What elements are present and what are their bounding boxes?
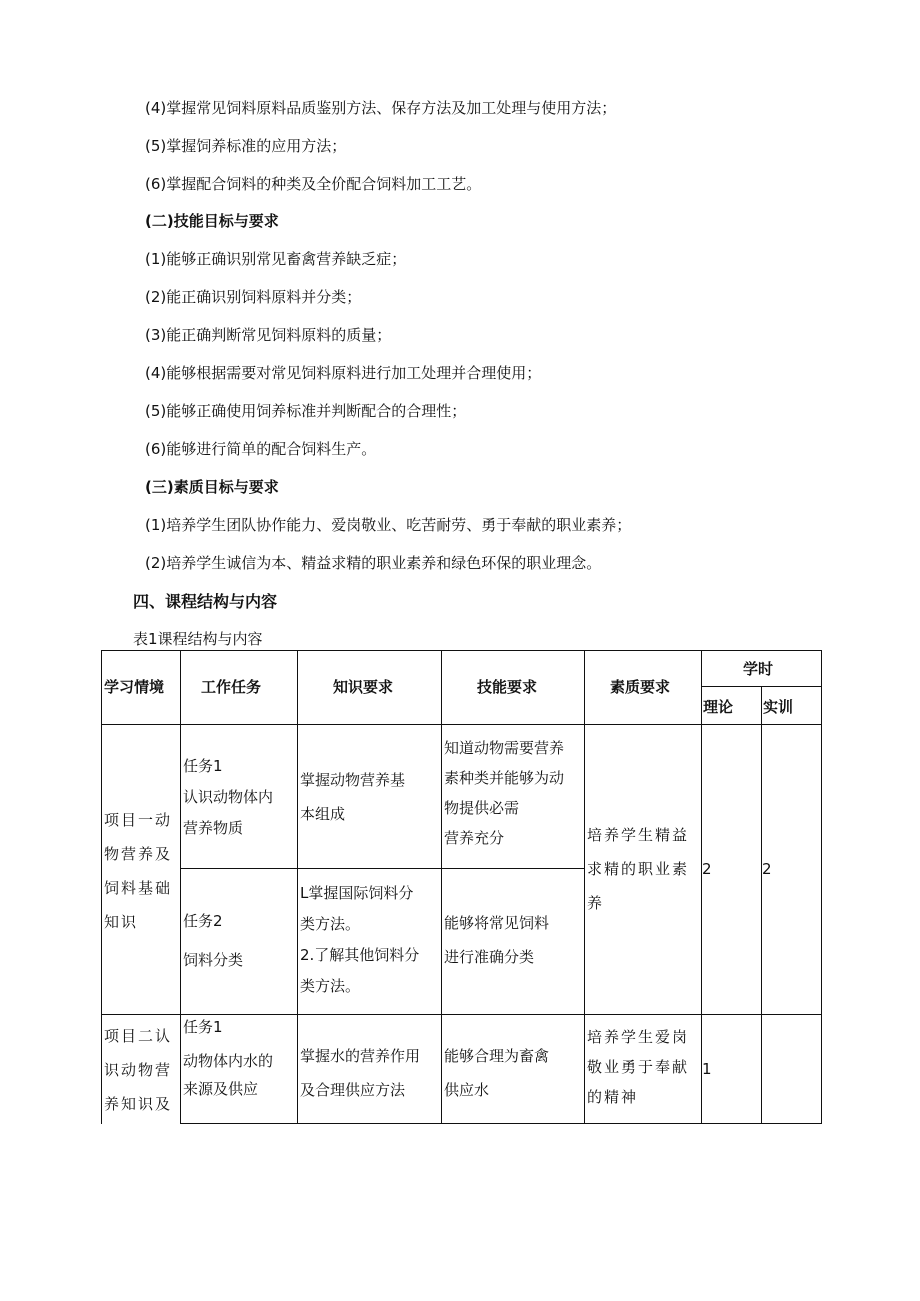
header-practice: 实训 xyxy=(763,698,794,716)
header-hours: 学时 xyxy=(743,660,774,678)
quality-heading: (三)素质目标与要求 xyxy=(145,478,279,496)
table-header-bottom xyxy=(101,724,822,725)
project2-skill: 能够合理为畜禽 供应水 xyxy=(444,1047,550,1099)
quality-item-2: (2)培养学生诚信为本、精益求精的职业素养和绿色环保的职业理念。 xyxy=(145,554,602,572)
skills-heading: (二)技能目标与要求 xyxy=(145,212,279,230)
project1-knowledge1: 掌握动物营养基 本组成 xyxy=(300,771,406,823)
section-4-title: 四、课程结构与内容 xyxy=(133,592,278,611)
project1-situation: 项目一动 物营养及 饲料基础 知识 xyxy=(104,811,173,931)
project2-quality: 培养学生爱岗 敬业勇于奉献 的精神 xyxy=(587,1028,690,1106)
skill-item-5: (5)能够正确使用饲养标准并判断配合的合理性； xyxy=(145,402,467,420)
skill-item-2: (2)能正确识别饲料原料并分类； xyxy=(145,288,362,306)
table-col-line-7 xyxy=(821,650,822,1124)
project2-knowledge: 掌握水的营养作用 及合理供应方法 xyxy=(300,1047,421,1099)
knowledge-item-5: (5)掌握饲养标准的应用方法； xyxy=(145,137,347,155)
header-skill: 技能要求 xyxy=(477,678,538,696)
table-col-line-5 xyxy=(701,650,702,1124)
quality-item-1: (1)培养学生团队协作能力、爱岗敬业、吃苦耐劳、勇于奉献的职业素养； xyxy=(145,516,632,534)
header-knowledge: 知识要求 xyxy=(333,678,394,696)
table-col-line-6 xyxy=(761,686,762,1124)
skill-item-6: (6)能够进行简单的配合饲料生产。 xyxy=(145,440,377,458)
project1-knowledge2: L掌握国际饲料分 类方法。 2.了解其他饲料分 类方法。 xyxy=(300,884,420,995)
skill-item-1: (1)能够正确识别常见畜禽营养缺乏症； xyxy=(145,250,407,268)
project1-task1: 任务1 认识动物体内 营养物质 xyxy=(183,757,274,837)
skill-item-4: (4)能够根据需要对常见饲料原料进行加工处理并合理使用； xyxy=(145,364,542,382)
table-caption: 表1课程结构与内容 xyxy=(133,630,263,648)
knowledge-item-4: (4)掌握常见饲料原料品质鉴别方法、保存方法及加工处理与使用方法； xyxy=(145,99,617,117)
header-task: 工作任务 xyxy=(201,678,262,696)
table-col-line-1 xyxy=(180,650,181,1124)
project1-skill2: 能够将常见饲料 进行准确分类 xyxy=(444,914,550,966)
project1-practice-hours: 2 xyxy=(762,860,772,878)
table-col-line-3 xyxy=(441,650,442,1124)
project1-quality: 培养学生精益 求精的职业素 养 xyxy=(587,826,690,912)
table-col-line-0 xyxy=(101,650,102,1124)
project2-situation: 项目二认 识动物营 养知识及 xyxy=(104,1027,173,1113)
project1-skill1: 知道动物需要营养 素种类并能够为动 物提供必需 营养充分 xyxy=(444,739,565,847)
header-quality: 素质要求 xyxy=(610,678,671,696)
table-border-top xyxy=(101,650,822,651)
table-border-bottom xyxy=(180,1123,822,1124)
skill-item-3: (3)能正确判断常见饲料原料的质量； xyxy=(145,326,392,344)
project2-task: 任务1 动物体内水的 来源及供应 xyxy=(183,1018,274,1098)
project2-theory-hours: 1 xyxy=(702,1060,712,1078)
table-col-line-4 xyxy=(584,650,585,1124)
header-theory: 理论 xyxy=(703,698,734,716)
project1-theory-hours: 2 xyxy=(702,860,712,878)
table-col-line-2 xyxy=(297,650,298,1124)
table-task-divider xyxy=(180,868,584,869)
header-situation: 学习情境 xyxy=(104,678,165,696)
project1-task2: 任务2 饲料分类 xyxy=(183,912,244,969)
knowledge-item-6: (6)掌握配合饲料的种类及全价配合饲料加工工艺。 xyxy=(145,175,482,193)
